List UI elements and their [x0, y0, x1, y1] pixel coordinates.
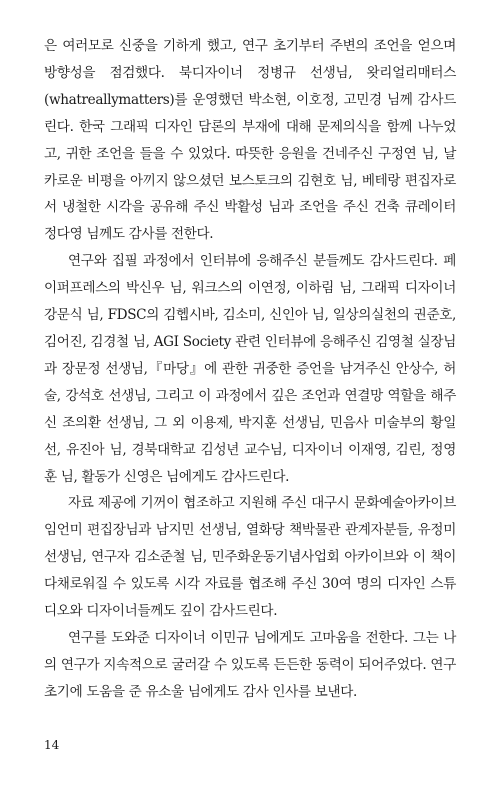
paragraph-3: 자료 제공에 기꺼이 협조하고 지원해 주신 대구시 문화예술아카이브 임언미 편집장님과 남지민 선생님, 열화당 책박물관 관계자분들, 유정미 선생님, 연구자 김소준철 님, 민주화운동기념사업회 아카이브와 이 책이 다채로워질 수 있도록 시각 자료를 협조해 주신 30여 명의 디자인 스튜디오와 디자이너들께도 깊이 감사드린다.: [44, 495, 456, 620]
page-number: 14: [44, 738, 60, 752]
body-text: [44, 33, 456, 706]
paragraph-2: 연구와 집필 과정에서 인터뷰에 응해주신 분들께도 감사드린다. 페이퍼프레스의 박신우 님, 워크스의 이연정, 이하림 님, 그래픽 디자이너 강문식 님, FDSC의 김헵시바, 김소미, 신인아 님, 일상의실천의 권준호, 김어진, 김경철 님, AGI Society 관련 인터뷰에 응해주신 김영철 실장님과 장문정 선생님,『마당』에 관한 귀중한 증언을 남겨주신 안상수, 허술, 강석호 선생님, 그리고 이 과정에서 깊은 조언과 연결망 역할을 해주신 조의환 선생님, 그 외 이용제, 박지훈 선생님, 민음사 미술부의 황일선, 유진아 님, 경북대학교 김성년 교수님, 디자이너 이재영, 김린, 정영훈 님, 활동가 신영은 님에게도 감사드린다.: [44, 253, 456, 485]
paragraph-4: 연구를 도와준 디자이너 이민규 님에게도 고마움을 전한다. 그는 나의 연구가 지속적으로 굴러갈 수 있도록 든든한 동력이 되어주었다. 연구 초기에 도움을 준 유소울 님에게도 감사 인사를 보낸다.: [44, 629, 456, 700]
paragraph-1: 은 여러모로 신중을 기하게 했고, 연구 초기부터 주변의 조언을 얻으며 방향성을 점검했다. 북디자이너 정병규 선생님, 왓리얼리매터스(whatreallymatters)를 운영했던 박소현, 이호정, 고민경 님께 감사드린다. 한국 그래픽 디자인 담론의 부재에 대해 문제의식을 함께 나누었고, 귀한 조언을 들을 수 있었다. 따뜻한 응원을 건네주신 구정연 님, 날카로운 비평을 아끼지 않으셨던 보스토크의 김현호 님, 베테랑 편집자로서 냉철한 시각을 공유해 주신 박활성 님과 조언을 주신 건축 큐레이터 정다영 님께도 감사를 전한다.: [44, 38, 456, 243]
